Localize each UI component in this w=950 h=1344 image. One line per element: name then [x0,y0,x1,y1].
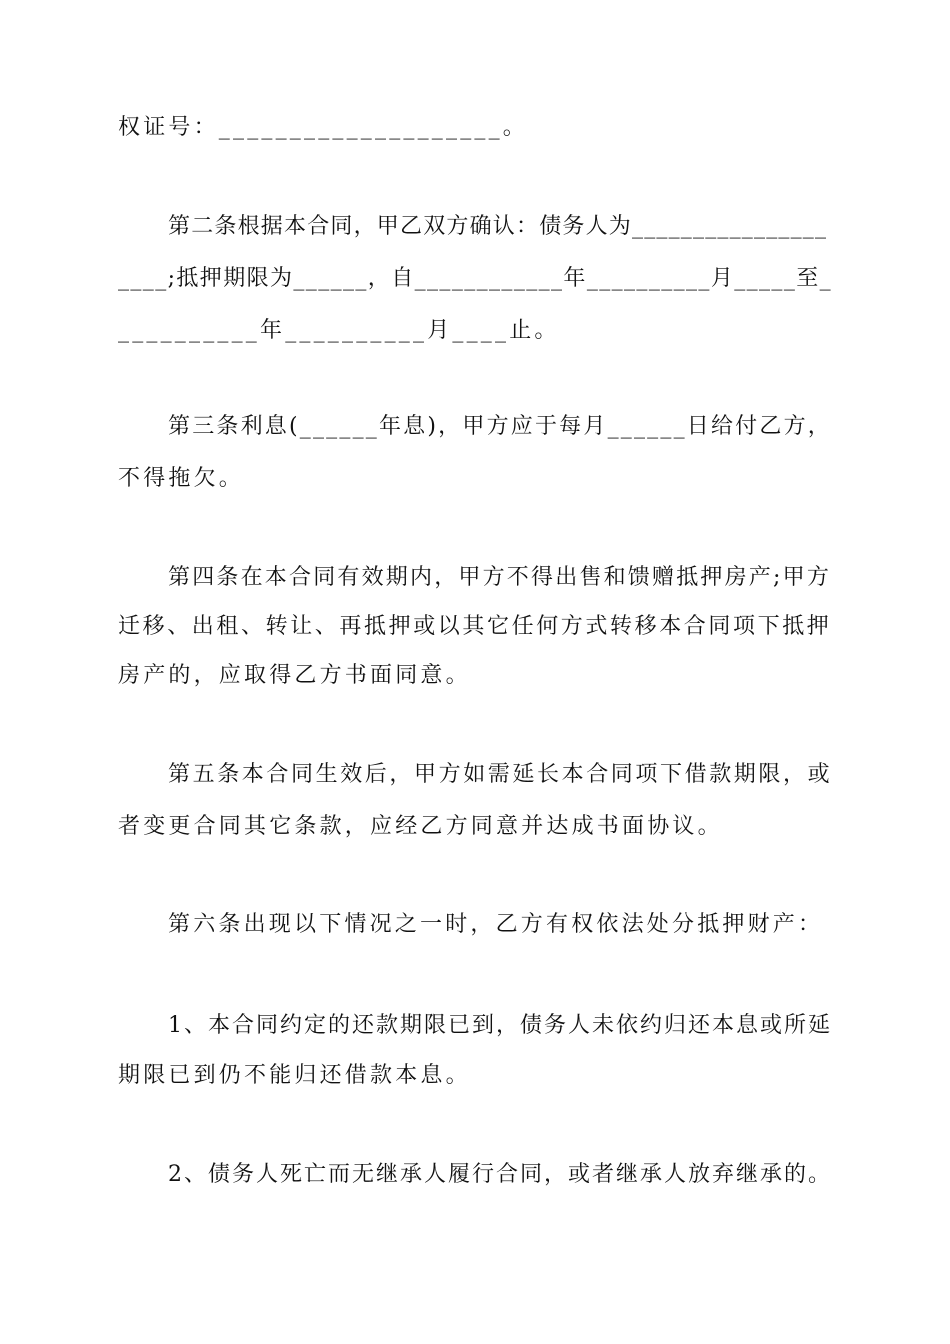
text-line-article-5-cont: 者变更合同其它条款，应经乙方同意并达成书面协议。 [118,814,723,839]
text-line-article-4: 第四条在本合同有效期内，甲方不得出售和馈赠抵押房产;甲方 [168,565,832,590]
text-line-article-2-cont-2: __________年__________月____止。 [118,318,560,343]
text-line-article-4-cont-1: 迁移、出租、转让、再抵押或以其它任何方式转移本合同项下抵押 [118,614,832,639]
text-line-article-4-cont-2: 房产的，应取得乙方书面同意。 [118,663,471,688]
text-line-article-6: 第六条出现以下情况之一时，乙方有权依法处分抵押财产： [168,912,824,937]
text-line-certificate-number: 权证号：____________________。 [118,115,529,140]
text-line-article-3: 第三条利息(______年息)，甲方应于每月______日给付乙方， [168,414,832,439]
text-line-article-2: 第二条根据本合同，甲乙双方确认：债务人为________________ [168,214,828,239]
text-line-article-2-cont-1: ____;抵押期限为______，自____________年__________月_____至_ [118,266,833,291]
text-line-article-5: 第五条本合同生效后，甲方如需延长本合同项下借款期限，或 [168,762,833,787]
text-line-item-2: 2、债务人死亡而无继承人履行合同，或者继承人放弃继承的。 [168,1162,832,1187]
text-line-item-1-cont: 期限已到仍不能归还借款本息。 [118,1063,471,1088]
text-line-item-1: 1、本合同约定的还款期限已到，债务人未依约归还本息或所延 [168,1013,832,1038]
text-line-article-3-cont: 不得拖欠。 [118,466,245,491]
